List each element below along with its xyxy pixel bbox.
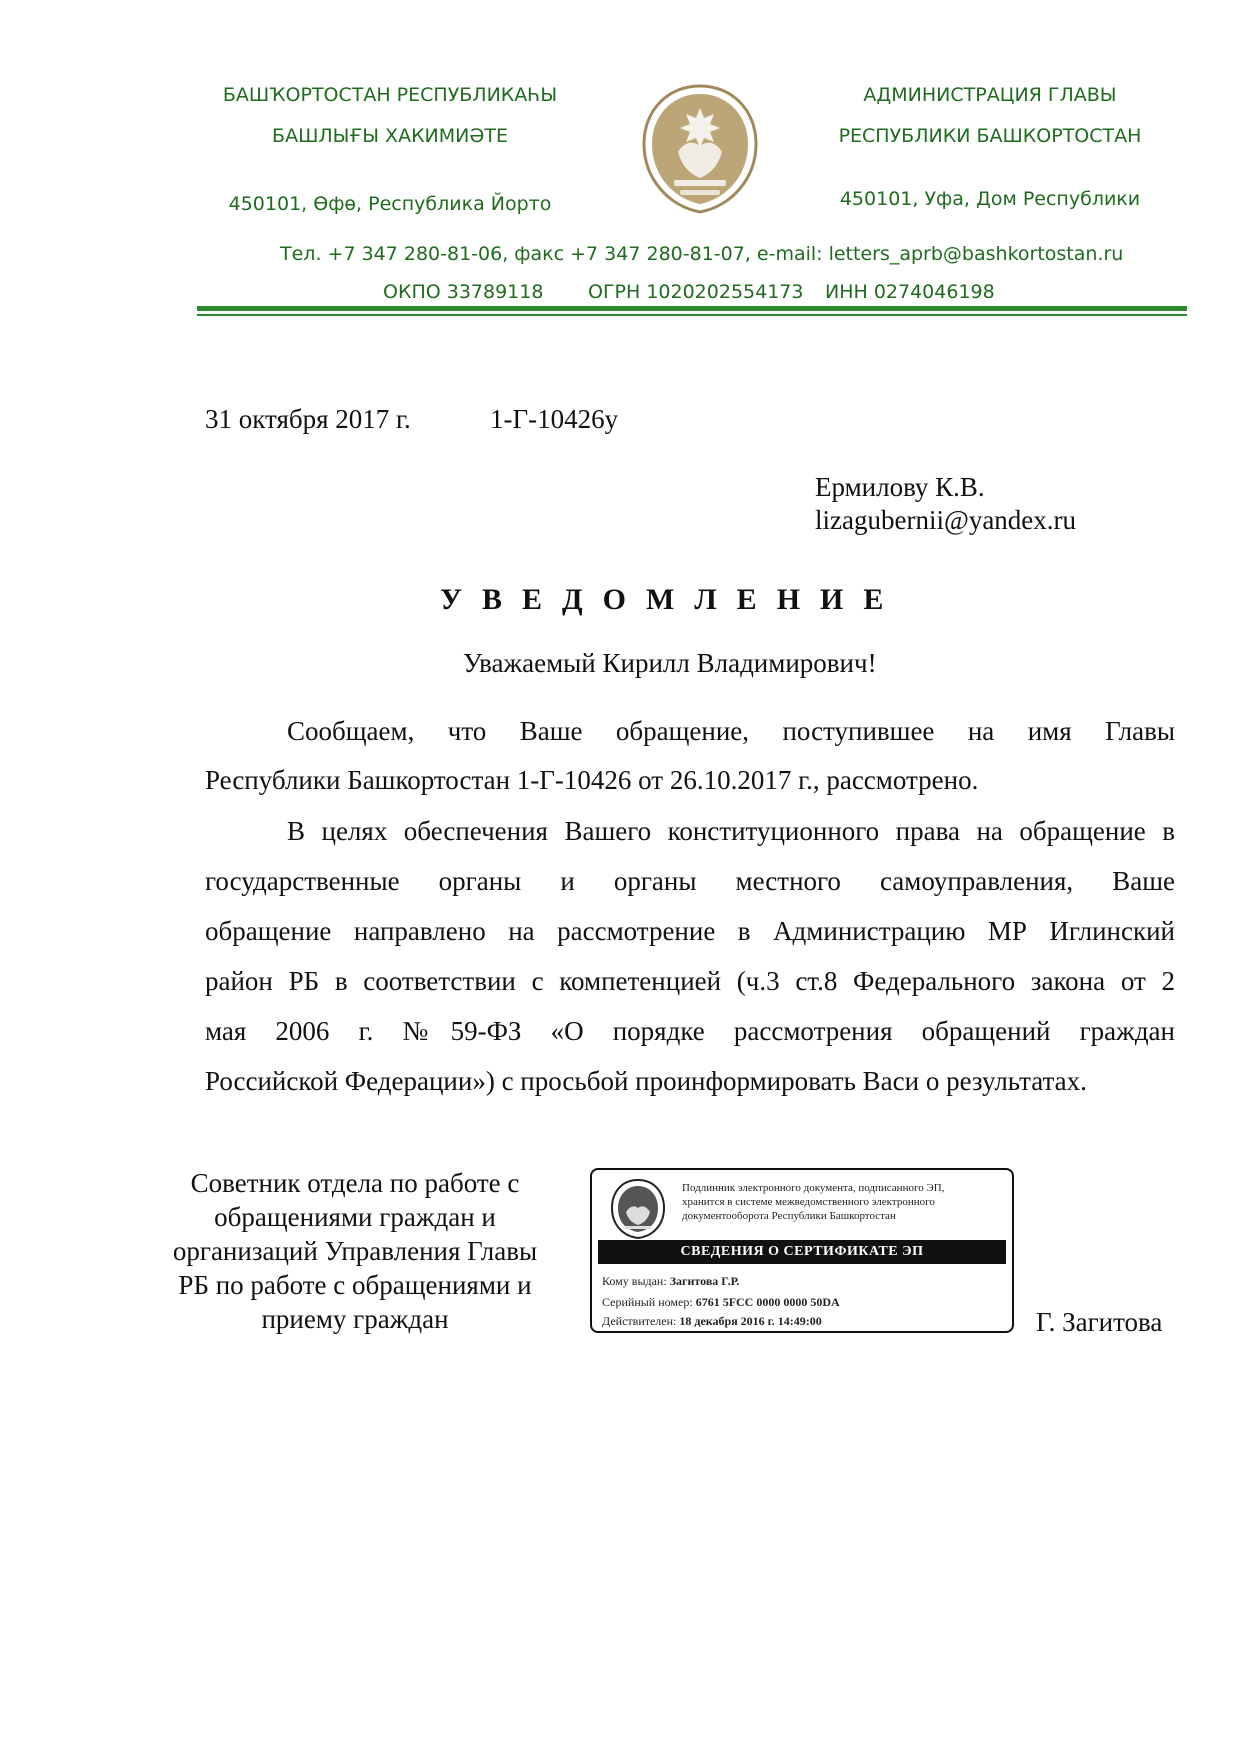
body-p2-line1: В целях обеспечения Вашего конституционного права на обращение в — [287, 816, 1175, 846]
signatory-role-line1: Советник отдела по работе с — [190, 1168, 520, 1198]
electronic-signature-stamp — [590, 1168, 1014, 1333]
letterhead-divider-thick — [197, 306, 1187, 311]
letterhead-left-line1: БАШҠОРТОСТАН РЕСПУБЛИКАҺЫ — [222, 84, 558, 106]
greeting: Уважаемый Кирилл Владимирович! — [463, 648, 877, 678]
body-p2-line4: район РБ в соответствии с компетенцией (ч.3 ст.8 Федерального закона от 2 — [205, 966, 1175, 996]
signatory-role-line3: организаций Управления Главы — [172, 1236, 538, 1266]
stamp-serial-label: Серийный номер: — [602, 1295, 693, 1309]
letterhead-divider-thin — [197, 314, 1187, 316]
body-p2-line3: обращение направлено на рассмотрение в Администрацию МР Иглинский — [205, 916, 1175, 946]
recipient-name: Ермилову К.В. — [815, 472, 985, 502]
body-p1-line2: Республики Башкортостан 1-Г-10426 от 26.10.2017 г., рассмотрено. — [205, 765, 979, 795]
stamp-header: СВЕДЕНИЯ О СЕРТИФИКАТЕ ЭП — [598, 1240, 1006, 1264]
stamp-note — [682, 1181, 944, 1223]
letterhead-right-line2: РЕСПУБЛИКИ БАШКОРТОСТАН — [838, 125, 1142, 147]
letterhead-ogrn: ОГРН 1020202554173 — [588, 281, 804, 303]
document-number: 1-Г-10426у — [490, 404, 619, 434]
letterhead-inn: ИНН 0274046198 — [825, 281, 995, 303]
signatory-role-line5: приему граждан — [261, 1304, 449, 1334]
letterhead-left-line2: БАШЛЫҒЫ ХАКИМИӘТЕ — [272, 125, 508, 147]
letterhead-contacts: Тел. +7 347 280-81-06, факс +7 347 280-81-07, e-mail: letters_aprb@bashkortostan.ru — [280, 243, 1124, 265]
body-p2-line2: государственные органы и органы местного самоуправления, Ваше — [205, 866, 1175, 896]
stamp-valid-value: 18 декабря 2016 г. 14:49:00 — [679, 1314, 822, 1328]
stamp-serial-value: 6761 5FCC 0000 0000 50DA — [695, 1295, 840, 1309]
stamp-issued-label: Кому выдан: — [602, 1274, 667, 1288]
letterhead-left-address: 450101, Өфө, Республика Йорто — [228, 193, 552, 215]
signatory-role-line4: РБ по работе с обращениями и — [178, 1270, 532, 1300]
bashkortostan-emblem-icon — [640, 82, 760, 214]
letterhead-okpo: ОКПО 33789118 — [383, 281, 544, 303]
recipient-email: lizagubernii@yandex.ru — [815, 505, 1077, 535]
stamp-issued-value: Загитова Г.Р. — [669, 1274, 740, 1288]
signatory-name: Г. Загитова — [1036, 1307, 1163, 1337]
stamp-emblem-icon — [610, 1178, 666, 1240]
signatory-role-line2: обращениями граждан и — [214, 1202, 496, 1232]
body-p2-line6: Российской Федерации») с просьбой проинформировать Васи о результатах. — [205, 1066, 1087, 1096]
stamp-valid-row — [602, 1314, 822, 1329]
stamp-issued-row — [602, 1274, 739, 1289]
body-p1-line1: Сообщаем, что Ваше обращение, поступившее на имя Главы — [287, 716, 1175, 746]
stamp-note-line1: Подлинник электронного документа, подписанного ЭП, — [682, 1182, 945, 1194]
signatory-role — [150, 1166, 560, 1336]
body-p2-line5: мая 2006 г. №59-ФЗ «О порядке рассмотрения обращений граждан — [205, 1016, 1175, 1046]
document-title: УВЕДОМЛЕНИЕ — [440, 583, 904, 616]
stamp-note-line2: хранится в системе межведомственного электронного — [682, 1196, 935, 1208]
stamp-serial-row — [602, 1295, 840, 1310]
document-date: 31 октября 2017 г. — [205, 404, 411, 434]
letterhead-right-address: 450101, Уфа, Дом Республики — [839, 188, 1141, 210]
stamp-valid-label: Действителен: — [602, 1314, 677, 1328]
stamp-note-line3: документооборота Республики Башкортостан — [682, 1210, 896, 1222]
letterhead-right-line1: АДМИНИСТРАЦИЯ ГЛАВЫ — [863, 84, 1117, 106]
